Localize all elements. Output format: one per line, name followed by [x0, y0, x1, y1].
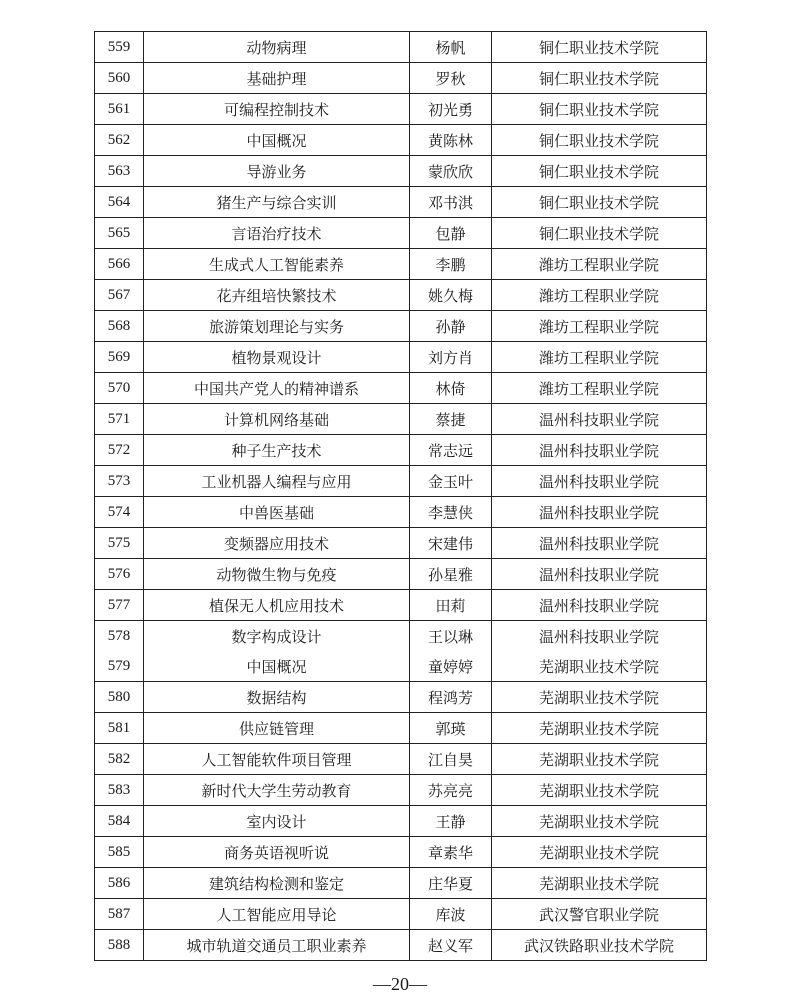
teacher-name-cell: 包静	[410, 218, 492, 249]
row-number-cell: 582	[95, 744, 144, 775]
teacher-name-cell: 王静	[410, 806, 492, 837]
teacher-name-cell: 邓书淇	[410, 187, 492, 218]
teacher-name-cell: 章素华	[410, 837, 492, 868]
course-name-cell: 导游业务	[144, 156, 410, 187]
teacher-name-cell: 赵义军	[410, 930, 492, 961]
table-row	[95, 94, 707, 125]
row-number-cell: 565	[95, 218, 144, 249]
table-row	[95, 868, 707, 899]
course-name-cell: 建筑结构检测和鉴定	[144, 868, 410, 899]
school-name-cell: 温州科技职业学院	[492, 404, 707, 435]
teacher-name-cell: 李鹏	[410, 249, 492, 280]
course-name-cell: 花卉组培快繁技术	[144, 280, 410, 311]
table-body	[95, 32, 707, 961]
course-name-cell: 中国概况	[144, 651, 410, 682]
course-name-cell: 可编程控制技术	[144, 94, 410, 125]
row-number-cell: 560	[95, 63, 144, 94]
row-number-cell: 570	[95, 373, 144, 404]
table-row	[95, 156, 707, 187]
teacher-name-cell: 苏亮亮	[410, 775, 492, 806]
row-number-cell: 573	[95, 466, 144, 497]
table-row	[95, 930, 707, 961]
school-name-cell: 铜仁职业技术学院	[492, 218, 707, 249]
table-row	[95, 528, 707, 559]
table-row	[95, 713, 707, 744]
table-row	[95, 497, 707, 528]
school-name-cell: 潍坊工程职业学院	[492, 373, 707, 404]
course-name-cell: 言语治疗技术	[144, 218, 410, 249]
teacher-name-cell: 常志远	[410, 435, 492, 466]
table-row	[95, 125, 707, 156]
row-number-cell: 564	[95, 187, 144, 218]
teacher-name-cell: 江自昊	[410, 744, 492, 775]
course-name-cell: 数字构成设计	[144, 621, 410, 652]
school-name-cell: 温州科技职业学院	[492, 528, 707, 559]
school-name-cell: 潍坊工程职业学院	[492, 280, 707, 311]
row-number-cell: 580	[95, 682, 144, 713]
table-row	[95, 342, 707, 373]
table-row	[95, 744, 707, 775]
table-row	[95, 404, 707, 435]
school-name-cell: 温州科技职业学院	[492, 497, 707, 528]
table-row	[95, 311, 707, 342]
course-name-cell: 猪生产与综合实训	[144, 187, 410, 218]
row-number-cell: 571	[95, 404, 144, 435]
course-name-cell: 人工智能应用导论	[144, 899, 410, 930]
course-name-cell: 动物微生物与免疫	[144, 559, 410, 590]
teacher-name-cell: 刘方肖	[410, 342, 492, 373]
course-name-cell: 生成式人工智能素养	[144, 249, 410, 280]
course-name-cell: 植物景观设计	[144, 342, 410, 373]
course-name-cell: 数据结构	[144, 682, 410, 713]
course-name-cell: 基础护理	[144, 63, 410, 94]
row-number-cell: 568	[95, 311, 144, 342]
teacher-name-cell: 孙静	[410, 311, 492, 342]
teacher-name-cell: 库波	[410, 899, 492, 930]
row-number-cell: 585	[95, 837, 144, 868]
school-name-cell: 铜仁职业技术学院	[492, 94, 707, 125]
row-number-cell: 576	[95, 559, 144, 590]
course-name-cell: 室内设计	[144, 806, 410, 837]
teacher-name-cell: 金玉叶	[410, 466, 492, 497]
row-number-cell: 577	[95, 590, 144, 621]
course-name-cell: 供应链管理	[144, 713, 410, 744]
school-name-cell: 温州科技职业学院	[492, 559, 707, 590]
table-row	[95, 621, 707, 652]
school-name-cell: 温州科技职业学院	[492, 435, 707, 466]
table-row	[95, 682, 707, 713]
school-name-cell: 铜仁职业技术学院	[492, 187, 707, 218]
course-name-cell: 植保无人机应用技术	[144, 590, 410, 621]
course-name-cell: 中国概况	[144, 125, 410, 156]
table-row	[95, 187, 707, 218]
course-name-cell: 计算机网络基础	[144, 404, 410, 435]
row-number-cell: 583	[95, 775, 144, 806]
school-name-cell: 芜湖职业技术学院	[492, 744, 707, 775]
table-row	[95, 775, 707, 806]
row-number-cell: 581	[95, 713, 144, 744]
school-name-cell: 芜湖职业技术学院	[492, 775, 707, 806]
row-number-cell: 584	[95, 806, 144, 837]
table-row	[95, 837, 707, 868]
course-name-cell: 新时代大学生劳动教育	[144, 775, 410, 806]
row-number-cell: 563	[95, 156, 144, 187]
teacher-name-cell: 程鸿芳	[410, 682, 492, 713]
row-number-cell: 575	[95, 528, 144, 559]
page-number: —20—	[373, 974, 427, 994]
teacher-name-cell: 庄华夏	[410, 868, 492, 899]
school-name-cell: 芜湖职业技术学院	[492, 682, 707, 713]
teacher-name-cell: 童婷婷	[410, 651, 492, 682]
school-name-cell: 潍坊工程职业学院	[492, 249, 707, 280]
teacher-name-cell: 孙星雅	[410, 559, 492, 590]
table-row	[95, 249, 707, 280]
table-row	[95, 466, 707, 497]
course-list-table	[94, 31, 707, 961]
table-row	[95, 806, 707, 837]
row-number-cell: 586	[95, 868, 144, 899]
school-name-cell: 潍坊工程职业学院	[492, 311, 707, 342]
school-name-cell: 温州科技职业学院	[492, 621, 707, 652]
table-row	[95, 32, 707, 63]
school-name-cell: 芜湖职业技术学院	[492, 806, 707, 837]
school-name-cell: 潍坊工程职业学院	[492, 342, 707, 373]
course-name-cell: 种子生产技术	[144, 435, 410, 466]
row-number-cell: 574	[95, 497, 144, 528]
school-name-cell: 芜湖职业技术学院	[492, 837, 707, 868]
school-name-cell: 温州科技职业学院	[492, 590, 707, 621]
school-name-cell: 铜仁职业技术学院	[492, 156, 707, 187]
school-name-cell: 铜仁职业技术学院	[492, 125, 707, 156]
row-number-cell: 559	[95, 32, 144, 63]
table-row	[95, 899, 707, 930]
school-name-cell: 芜湖职业技术学院	[492, 713, 707, 744]
table-row	[95, 218, 707, 249]
teacher-name-cell: 宋建伟	[410, 528, 492, 559]
table-row	[95, 559, 707, 590]
teacher-name-cell: 罗秋	[410, 63, 492, 94]
course-name-cell: 中国共产党人的精神谱系	[144, 373, 410, 404]
school-name-cell: 芜湖职业技术学院	[492, 651, 707, 682]
course-name-cell: 人工智能软件项目管理	[144, 744, 410, 775]
course-name-cell: 工业机器人编程与应用	[144, 466, 410, 497]
course-name-cell: 动物病理	[144, 32, 410, 63]
row-number-cell: 567	[95, 280, 144, 311]
row-number-cell: 587	[95, 899, 144, 930]
course-name-cell: 城市轨道交通员工职业素养	[144, 930, 410, 961]
row-number-cell: 572	[95, 435, 144, 466]
school-name-cell: 芜湖职业技术学院	[492, 868, 707, 899]
table-row	[95, 63, 707, 94]
teacher-name-cell: 林倚	[410, 373, 492, 404]
course-name-cell: 商务英语视听说	[144, 837, 410, 868]
row-number-cell: 588	[95, 930, 144, 961]
teacher-name-cell: 田莉	[410, 590, 492, 621]
course-name-cell: 旅游策划理论与实务	[144, 311, 410, 342]
teacher-name-cell: 黄陈林	[410, 125, 492, 156]
teacher-name-cell: 初光勇	[410, 94, 492, 125]
table-row	[95, 280, 707, 311]
school-name-cell: 铜仁职业技术学院	[492, 63, 707, 94]
course-name-cell: 中兽医基础	[144, 497, 410, 528]
teacher-name-cell: 姚久梅	[410, 280, 492, 311]
school-name-cell: 武汉铁路职业技术学院	[492, 930, 707, 961]
row-number-cell: 566	[95, 249, 144, 280]
table-row	[95, 435, 707, 466]
school-name-cell: 温州科技职业学院	[492, 466, 707, 497]
teacher-name-cell: 蒙欣欣	[410, 156, 492, 187]
teacher-name-cell: 郭瑛	[410, 713, 492, 744]
table-row	[95, 651, 707, 682]
teacher-name-cell: 杨帆	[410, 32, 492, 63]
school-name-cell: 武汉警官职业学院	[492, 899, 707, 930]
table-row	[95, 590, 707, 621]
teacher-name-cell: 李慧侠	[410, 497, 492, 528]
teacher-name-cell: 王以琳	[410, 621, 492, 652]
row-number-cell: 578	[95, 621, 144, 652]
row-number-cell: 579	[95, 651, 144, 682]
course-name-cell: 变频器应用技术	[144, 528, 410, 559]
row-number-cell: 562	[95, 125, 144, 156]
teacher-name-cell: 蔡捷	[410, 404, 492, 435]
table-row	[95, 373, 707, 404]
row-number-cell: 561	[95, 94, 144, 125]
school-name-cell: 铜仁职业技术学院	[492, 32, 707, 63]
row-number-cell: 569	[95, 342, 144, 373]
